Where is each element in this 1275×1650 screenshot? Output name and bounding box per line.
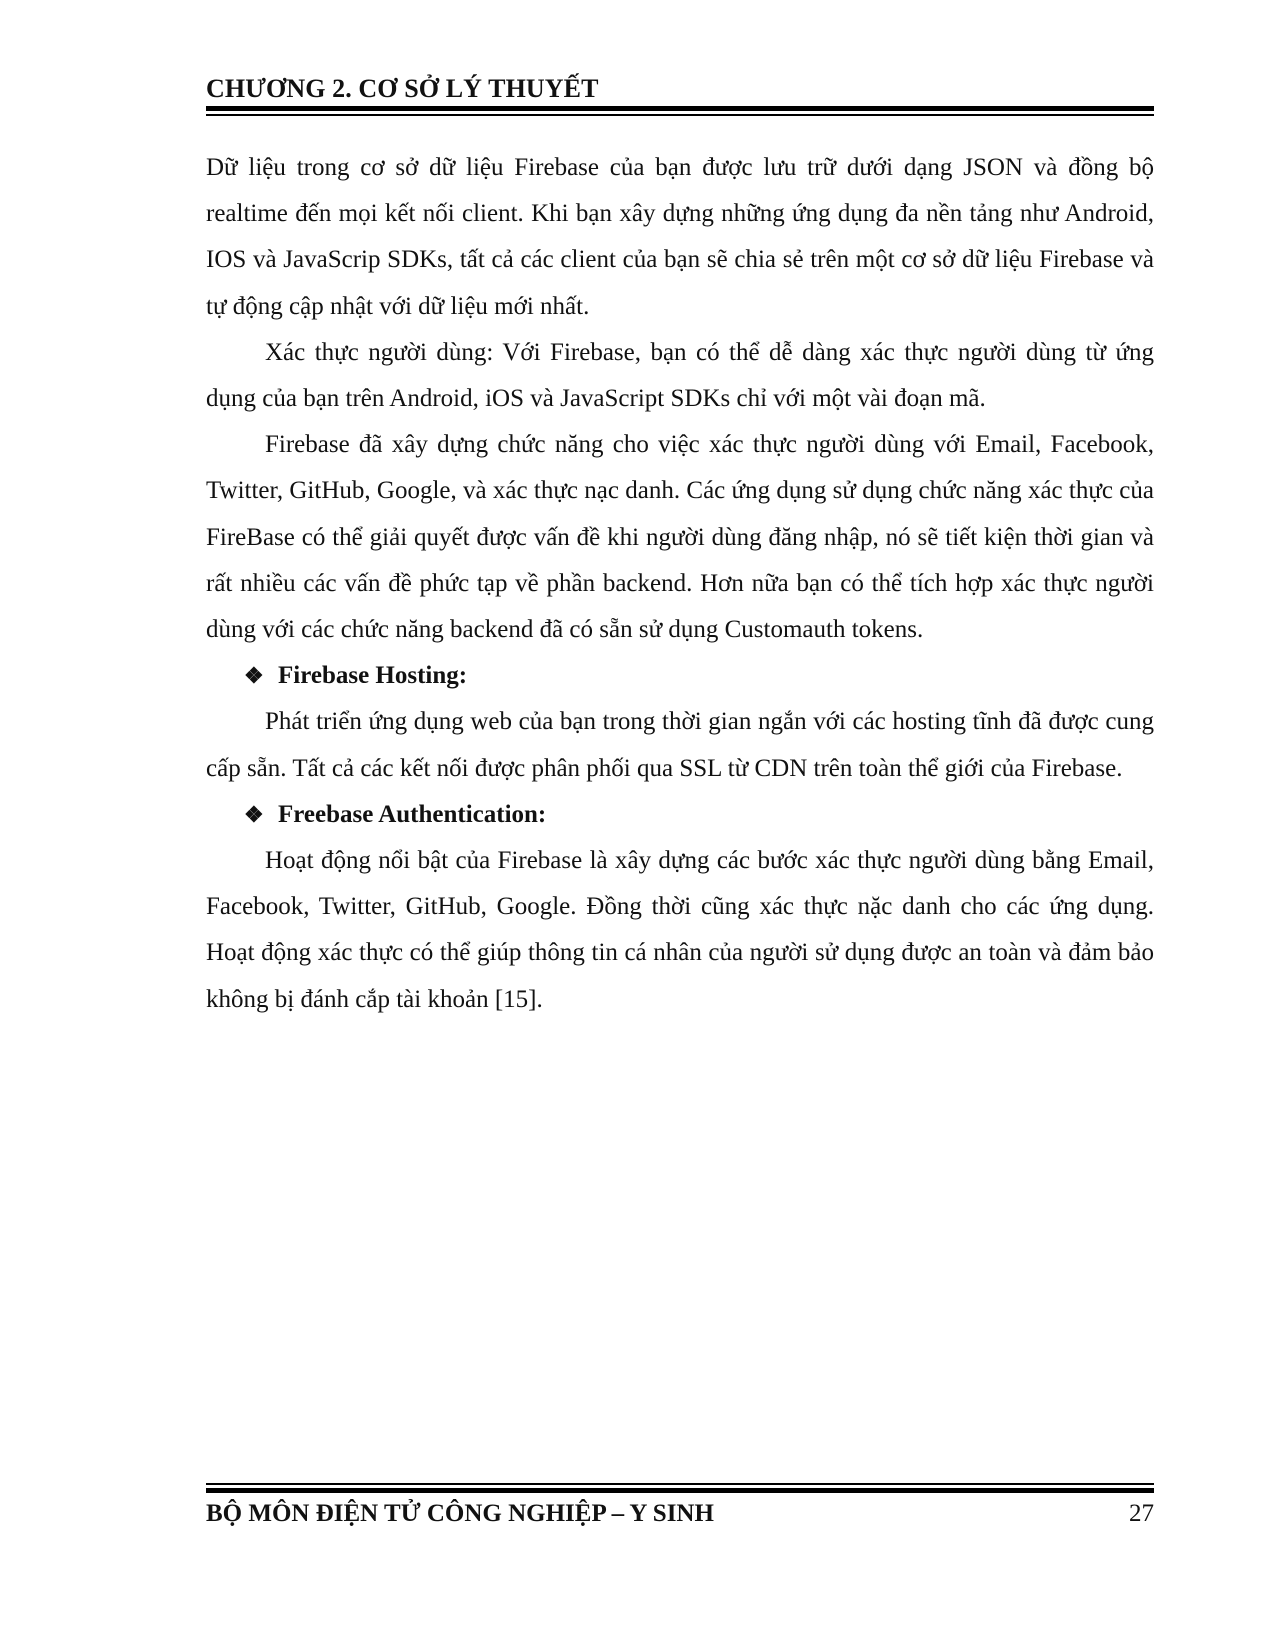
page-footer <box>206 1500 1154 1528</box>
paragraph-hosting: Phát triển ứng dụng web của bạn trong thời gian ngắn với các hosting tĩnh đã được cung cấp sẵn. Tất cả các kết nối được phân phối qua SSL từ CDN trên toàn thể giới của Firebase. <box>206 708 1154 782</box>
section-heading-label: Freebase Authentication: <box>278 800 547 828</box>
page-number: 27 <box>1129 1500 1154 1527</box>
header-rule-thick <box>206 106 1154 111</box>
footer-rule-thin <box>206 1483 1154 1485</box>
page-header <box>206 72 1154 106</box>
section-heading-firebase-hosting <box>206 653 1154 699</box>
section-heading-label: Firebase Hosting: <box>278 662 468 690</box>
body-content <box>206 145 1154 1023</box>
footer-rule-thick <box>206 1488 1154 1493</box>
header-rule-thin <box>206 114 1154 116</box>
paragraph-auth-features: Firebase đã xây dựng chức năng cho việc xác thực người dùng với Email, Facebook, Twitter, GitHub, Google, và xác thực nạc danh. Các ứng dụng sử dụng chức năng xác thực của FireBase có thể giải quyết được vấn đề khi người dùng đăng nhập, nó sẽ tiết kiện thời gian và rất nhiều các vấn đề phức tạp về phần backend. Hơn nữa bạn có thể tích hợp xác thực người dùng với các chức năng backend đã có sẵn sử dụng Customauth tokens. <box>206 431 1154 644</box>
diamond-bullet-icon: ❖ <box>244 801 264 827</box>
diamond-bullet-icon: ❖ <box>244 663 264 689</box>
paragraph-authentication: Hoạt động nổi bật của Firebase là xây dựng các bước xác thực người dùng bằng Email, Facebook, Twitter, GitHub, Google. Đồng thời cũng xác thực nặc danh cho các ứng dụng. Hoạt động xác thực có thể giúp thông tin cá nhân của người sử dụng được an toàn và đảm bảo không bị đánh cắp tài khoản [15]. <box>206 847 1154 1013</box>
paragraph-user-authentication: Xác thực người dùng: Với Firebase, bạn có thể dễ dàng xác thực người dùng từ ứng dụng của bạn trên Android, iOS và JavaScript SDKs chỉ với một vài đoạn mã. <box>206 338 1154 413</box>
chapter-title: CHƯƠNG 2. CƠ SỞ LÝ THUYẾT <box>206 74 599 103</box>
department-name: BỘ MÔN ĐIỆN TỬ CÔNG NGHIỆP – Y SINH <box>206 1500 714 1527</box>
section-heading-freebase-authentication <box>206 792 1154 838</box>
paragraph-firebase-database: Dữ liệu trong cơ sở dữ liệu Firebase của bạn được lưu trữ dưới dạng JSON và đồng bộ realtime đến mọi kết nối client. Khi bạn xây dựng những ứng dụng đa nền tảng như Android, IOS và JavaScrip SDKs, tất cả các client của bạn sẽ chia sẻ trên một cơ sở dữ liệu Firebase và tự động cập nhật với dữ liệu mới nhất. <box>206 154 1154 320</box>
